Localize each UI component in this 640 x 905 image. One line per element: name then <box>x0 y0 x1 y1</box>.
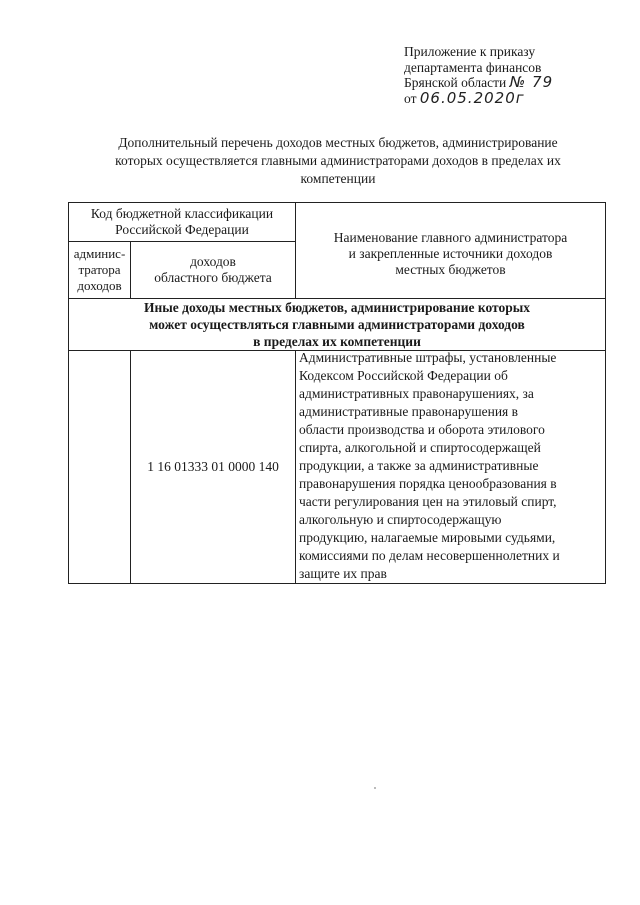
description-line: алкогольную и спиртосодержащую <box>299 512 502 527</box>
header-admin-line-2: и закрепленные источники доходов <box>348 245 553 261</box>
appendix-block <box>404 44 553 106</box>
appendix-region: Брянской области <box>404 75 507 90</box>
appendix-date-prefix: от <box>404 90 417 106</box>
section-line-2: может осуществляться главными администраторами доходов <box>149 317 525 332</box>
section-row <box>69 299 606 351</box>
title-line-2: которых осуществляется главными администраторами доходов в пределах их <box>115 153 561 168</box>
appendix-line-2: департамента финансов <box>404 59 542 75</box>
document-title <box>70 134 606 188</box>
section-heading-cell <box>69 299 606 351</box>
subheader-admin-cell <box>69 242 131 299</box>
description-line: продукцию, налагаемые мировыми судьями, <box>299 530 556 545</box>
description-line: области производства и оборота этилового <box>299 422 545 437</box>
subheader-admin-line-3: доходов <box>77 278 122 293</box>
header-admin-line-1: Наименование главного администратора <box>333 229 568 245</box>
header-kbk-line-1: Код бюджетной классификации <box>90 206 274 221</box>
description-line: административных правонарушениях, за <box>299 386 534 401</box>
header-kbk-cell <box>69 203 296 242</box>
subheader-admin-line-1: админис- <box>73 246 126 261</box>
row-income-code-cell: 1 16 01333 01 0000 140 <box>131 351 296 584</box>
description-line: спирта, алкогольной и спиртосодержащей <box>299 440 541 455</box>
table-row <box>69 351 606 584</box>
appendix-line-4 <box>404 88 553 107</box>
header-admin-cell <box>296 203 606 299</box>
section-line-1: Иные доходы местных бюджетов, администрирование которых <box>143 300 531 315</box>
subheader-admin-line-2: тратора <box>78 262 121 277</box>
title-line-3: компетенции <box>300 171 376 186</box>
table-header-row <box>69 203 606 242</box>
description-line: продукции, а также за административные <box>299 458 539 473</box>
description-line: комиссиями по делам несовершеннолетних и <box>299 548 560 563</box>
appendix-line-1: Приложение к приказу <box>404 44 536 59</box>
subheader-income-line-2: областного бюджета <box>154 270 272 285</box>
row-description-cell <box>296 351 606 584</box>
order-number-handwritten: № 79 <box>509 73 554 91</box>
row-admin-code-cell <box>69 351 131 584</box>
subheader-income-cell <box>131 242 296 299</box>
description-line: правонарушения порядка ценообразования в <box>299 476 557 491</box>
order-date-handwritten: 06.05.2020г <box>419 88 525 107</box>
header-kbk-line-2: Российской Федерации <box>115 222 249 237</box>
title-line-1: Дополнительный перечень доходов местных бюджетов, администрирование <box>118 135 558 150</box>
description-line: части регулирования цен на этиловый спирт, <box>299 494 557 509</box>
description-line: Административные штрафы, установленные <box>299 350 557 365</box>
description-line: защите их прав <box>299 566 387 581</box>
header-admin-line-3: местных бюджетов <box>395 261 506 277</box>
subheader-income-line-1: доходов <box>190 254 236 269</box>
scan-speck <box>374 787 376 789</box>
description-line: Кодексом Российской Федерации об <box>299 368 508 383</box>
income-table <box>68 202 606 584</box>
description-line: административные правонарушения в <box>299 404 519 419</box>
section-line-3: в пределах их компетенции <box>253 334 421 349</box>
